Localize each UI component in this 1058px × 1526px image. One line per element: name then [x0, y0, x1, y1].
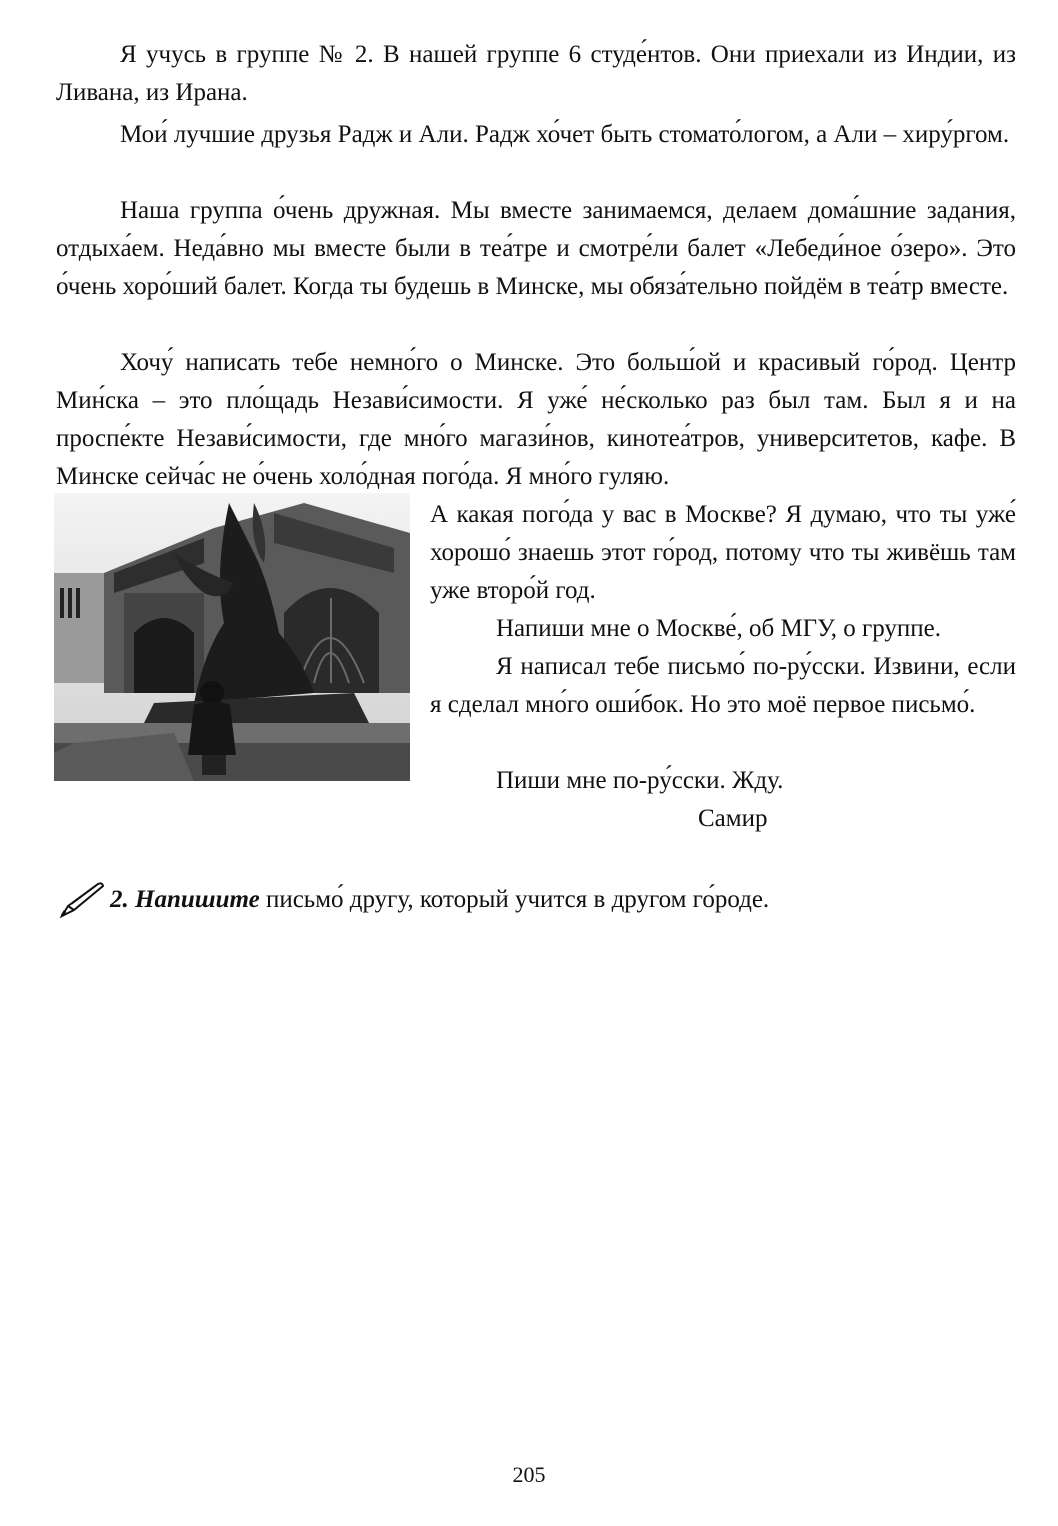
letter-paragraph-1 — [56, 36, 1016, 112]
letter-paragraph-6: Напиши мне о Москве́, об МГУ, о группе. — [496, 615, 942, 642]
paragraph-text: Мои́ лучшие друзья Радж и Али. Радж хо́чет быть стомато́логом, а Али – хиру́ргом. — [120, 121, 1010, 148]
letter-paragraph-2 — [56, 116, 1016, 154]
paragraph-text: Я написал тебе письмо́ по-ру́сски. Извини, если я сделал мно́го оши́бок. Но это моё первое письмо́. — [430, 653, 1016, 718]
letter-paragraph-7 — [430, 648, 1016, 724]
pen-icon — [58, 880, 106, 920]
letter-paragraph-5 — [430, 496, 1016, 610]
letter-paragraph-4 — [56, 344, 1016, 496]
letter-signature: Самир — [698, 805, 768, 832]
paragraph-text: Наша группа о́чень дружная. Мы вместе занимаемся, делаем дома́шние задания, отдыха́ем. Неда́вно мы вместе были в теа́тре и смотре́ли балет «Лебеди́ное о́зеро». Это о́чень хоро́ший балет. Когда ты будешь в Минске, мы обяза́тельно пойдём в теа́тр вместе. — [56, 197, 1016, 300]
paragraph-text: Я учусь в группе № 2. В нашей группе 6 студе́нтов. Они приехали из Индии, из Ливана, из Ирана. — [56, 41, 1016, 106]
paragraph-text: А какая пого́да у вас в Москве? Я думаю, что ты уже́ хорошо́ знаешь этот го́род, потому что ты живёшь там уже второ́й год. — [430, 501, 1016, 604]
task-2 — [58, 880, 1018, 920]
letter-paragraph-8: Пиши мне по-ру́сски. Жду. — [496, 767, 784, 794]
letter-paragraph-3 — [56, 192, 1016, 306]
page-number: 205 — [512, 1462, 546, 1487]
monument-photo — [54, 493, 410, 781]
task-number-verb: 2. Напишите — [110, 886, 260, 913]
paragraph-text: Хочу́ написать тебе немно́го о Минске. Это больш́ой и красивый го́род. Центр Мин́ска – это пло́щадь Незави́симости. Я уже́ не́сколько раз был там. Был я и на проспе́кте Незави́симости, где мно́го магази́нов, кинотеа́тров, университетов, кафе. В Минске сейча́с не о́чень холо́дная пого́да. Я мно́го гуляю. — [56, 349, 1016, 490]
task-text: письмо́ другу, который учится в другом го́роде. — [259, 886, 770, 913]
